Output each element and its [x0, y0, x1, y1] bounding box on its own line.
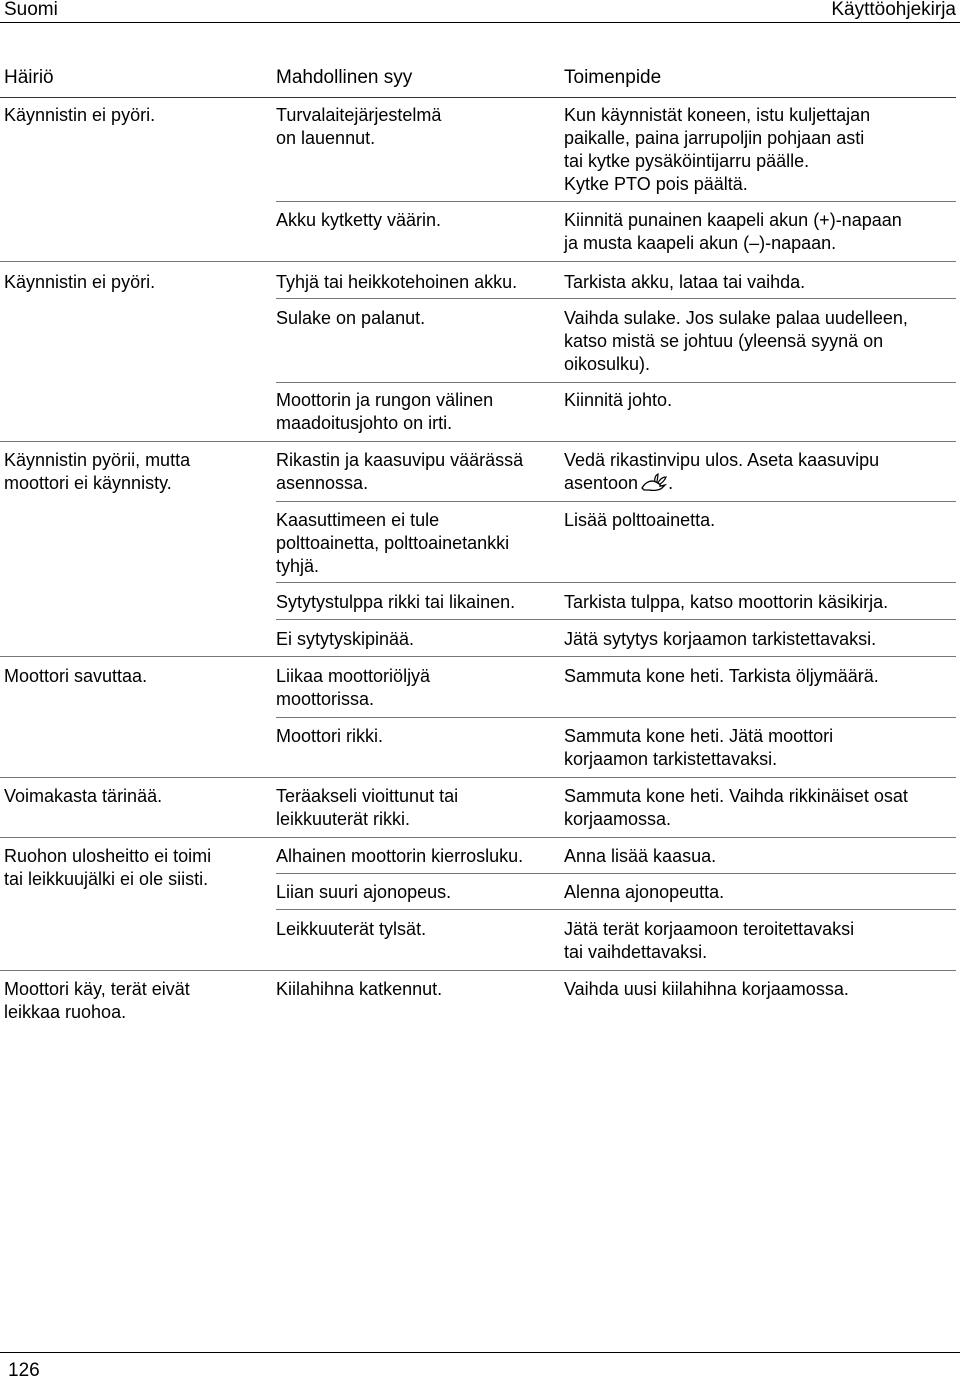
footer-rule: [0, 1352, 960, 1353]
group-divider: [0, 656, 956, 657]
column-header-problem: Häiriö: [4, 67, 54, 88]
row-divider: [276, 909, 956, 910]
cause-cell: Sulake on palanut.: [276, 308, 426, 328]
action-cell: Kiinnitä johto.: [564, 390, 673, 410]
problem-cell: Käynnistin ei pyöri.: [4, 105, 156, 125]
cause-cell: Moottori rikki.: [276, 726, 384, 746]
row-divider: [276, 619, 956, 620]
group-divider: [0, 777, 956, 778]
cause-cell: Tyhjä tai heikkotehoinen akku.: [276, 272, 518, 292]
cause-cell: Rikastin ja kaasuvipu väärässä asennossa.: [276, 450, 524, 493]
cause-cell: Ei sytytyskipinää.: [276, 629, 415, 649]
action-cell: Vaihda sulake. Jos sulake palaa uudelleen, katso mistä se johtuu (yleensä syynä on oikosulku).: [564, 308, 908, 374]
cause-cell: Liikaa moottoriöljyä moottorissa.: [276, 666, 431, 709]
action-cell: Kun käynnistät koneen, istu kuljettajan paikalle, paina jarrupoljin pohjaan asti tai kytke pysäköintijarru päälle. Kytke PTO pois päältä.: [564, 105, 871, 194]
cause-cell: Turvalaitejärjestelmä on lauennut.: [276, 105, 442, 148]
problem-cell: Voimakasta tärinää.: [4, 786, 163, 806]
action-cell: Jätä terät korjaamoon teroitettavaksi tai vaihdettavaksi.: [564, 919, 855, 962]
cause-cell: Moottorin ja rungon välinen maadoitusjohto on irti.: [276, 390, 494, 433]
row-divider: [276, 717, 956, 718]
action-cell: Jätä sytytys korjaamon tarkistettavaksi.: [564, 629, 877, 649]
cause-cell: Akku kytketty väärin.: [276, 210, 442, 230]
problem-cell: Moottori savuttaa.: [4, 666, 148, 686]
cause-cell: Sytytystulppa rikki tai likainen.: [276, 592, 516, 612]
action-cell: Tarkista akku, lataa tai vaihda.: [564, 272, 806, 292]
row-divider: [276, 298, 956, 299]
row-divider: [276, 873, 956, 874]
cause-cell: Alhainen moottorin kierrosluku.: [276, 846, 524, 866]
action-cell: Alenna ajonopeutta.: [564, 882, 725, 902]
page-header: [0, 0, 960, 22]
rabbit-icon: [638, 473, 668, 493]
action-cell: [564, 449, 959, 495]
row-divider: [276, 382, 956, 383]
action-cell: Vaihda uusi kiilahihna korjaamossa.: [564, 979, 849, 999]
header-language: Suomi: [4, 0, 58, 20]
action-suffix: .: [668, 473, 674, 493]
header-doc-title: Käyttöohjekirja: [831, 0, 956, 20]
header-divider: [0, 97, 956, 98]
group-divider: [0, 970, 956, 971]
action-cell: Sammuta kone heti. Jätä moottori korjaamon tarkistettavaksi.: [564, 726, 834, 769]
action-cell: Lisää polttoainetta.: [564, 510, 716, 530]
action-cell: Anna lisää kaasua.: [564, 846, 717, 866]
action-cell: Sammuta kone heti. Tarkista öljymäärä.: [564, 666, 879, 686]
group-divider: [0, 837, 956, 838]
column-header-action: Toimenpide: [564, 67, 662, 88]
cause-cell: Teräakseli vioittunut tai leikkuuterät rikki.: [276, 786, 459, 829]
problem-cell: Käynnistin ei pyöri.: [4, 272, 156, 292]
cause-cell: Kaasuttimeen ei tule polttoainetta, polttoainetankki tyhjä.: [276, 510, 510, 576]
row-divider: [276, 582, 956, 583]
problem-cell: Ruohon ulosheitto ei toimi tai leikkuujälki ei ole siisti.: [4, 846, 212, 889]
action-cell: Sammuta kone heti. Vaihda rikkinäiset osat korjaamossa.: [564, 786, 908, 829]
cause-cell: Kiilahihna katkennut.: [276, 979, 443, 999]
group-divider: [0, 261, 956, 262]
problem-cell: Käynnistin pyörii, mutta moottori ei käynnisty.: [4, 450, 191, 493]
problem-cell: Moottori käy, terät eivät leikkaa ruohoa.: [4, 979, 190, 1022]
cause-cell: Leikkuuterät tylsät.: [276, 919, 427, 939]
header-rule: [0, 22, 960, 23]
action-text: Vedä rikastinvipu ulos. Aseta kaasuvipu asentoon: [564, 450, 880, 493]
column-header-cause: Mahdollinen syy: [276, 67, 413, 88]
cause-cell: Liian suuri ajonopeus.: [276, 882, 452, 902]
group-divider: [0, 441, 956, 442]
action-cell: Tarkista tulppa, katso moottorin käsikirja.: [564, 592, 889, 612]
action-cell: Kiinnitä punainen kaapeli akun (+)-napaan ja musta kaapeli akun (–)-napaan.: [564, 210, 902, 253]
page-number: 126: [8, 1360, 40, 1381]
row-divider: [276, 201, 956, 202]
row-divider: [276, 501, 956, 502]
